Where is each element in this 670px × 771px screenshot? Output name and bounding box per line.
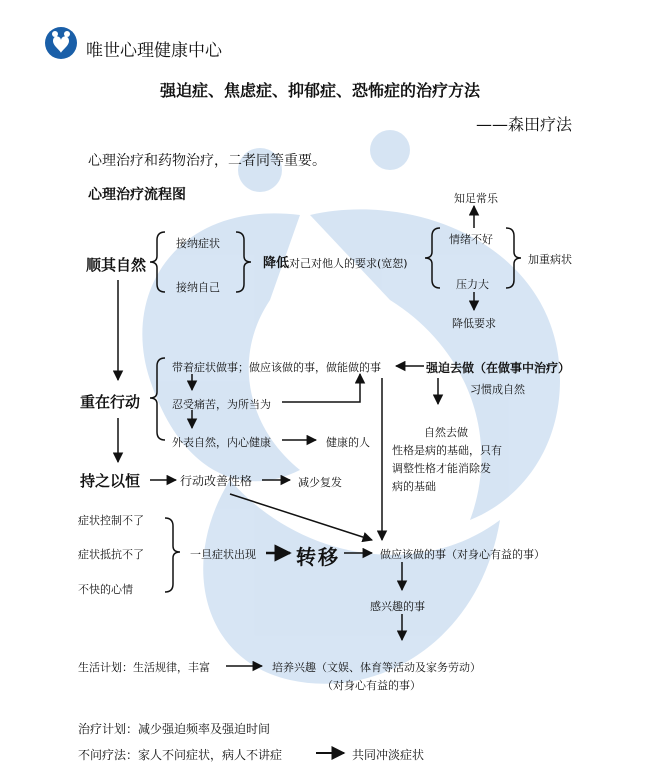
node-force-do: 强迫去做（在做事中治疗） [426,361,571,375]
node-reduce-relapse: 减少复发 [298,476,342,489]
node-transfer: 转移 [296,545,340,569]
node-interesting: 感兴趣的事 [370,600,425,613]
node-once-symptom: 一旦症状出现 [190,548,256,561]
section-title: 心理治疗流程图 [88,187,186,203]
node-unhappy: 不快的心情 [78,583,133,596]
node-lower-requirements [263,252,408,271]
node-cultivate-note: （对身心有益的事） [322,679,421,692]
node-accept-self: 接纳自己 [176,281,220,294]
node-natural-do: 自然去做 [424,426,468,439]
node-improve-character: 行动改善性格 [180,474,253,488]
node-aggravate: 加重病状 [528,253,572,266]
node-natural-note-1: 性格是病的基础，只有 [392,444,502,457]
node-cannot-control: 症状控制不了 [78,514,144,527]
node-cannot-resist: 症状抵抗不了 [78,548,144,561]
node-accept-symptom: 接纳症状 [176,237,220,250]
node-do-beneficial: 做应该做的事（对身心有益的事） [380,548,545,561]
lower-bold: 降低 [263,256,290,271]
node-cultivate: 培养兴趣（文娱、体育等活动及家务劳动） [272,661,481,674]
node-natural-calm: 外表自然，内心健康 [172,436,271,449]
node-no-ask: 不问疗法：家人不问症状，病人不讲症 [78,748,283,762]
node-shunqi: 顺其自然 [86,256,147,274]
node-lower-demand: 降低要求 [452,317,496,330]
node-persist: 持之以恒 [80,472,141,490]
document-title: 强迫症、焦虑症、抑郁症、恐怖症的治疗方法 [160,81,481,100]
node-natural-note-2: 调整性格才能消除发 [392,462,491,475]
node-healthy-person: 健康的人 [326,436,370,449]
node-life-plan: 生活计划：生活规律，丰富 [78,661,210,674]
document-subtitle: ——森田疗法 [476,115,573,134]
node-zhongzai: 重在行动 [80,393,141,411]
node-natural-note-3: 病的基础 [392,480,436,493]
node-ignore-together: 共同冲淡症状 [352,748,425,762]
node-treatment-plan: 治疗计划：减少强迫频率及强迫时间 [78,722,271,736]
lower-rest: 对己对他人的要求(宽恕) [289,257,408,270]
node-habit: 习惯成自然 [470,383,525,396]
node-high-pressure: 压力大 [456,278,489,291]
intro-text: 心理治疗和药物治疗，二者同等重要。 [88,153,326,169]
node-endure: 忍受痛苦，为所当为 [172,398,271,411]
node-bad-mood: 情绪不好 [449,233,493,246]
org-name: 唯世心理健康中心 [86,41,222,61]
node-do-with-symptom: 带着症状做事；做应该做的事，做能做的事 [172,361,381,374]
node-content-happy: 知足常乐 [454,192,498,205]
